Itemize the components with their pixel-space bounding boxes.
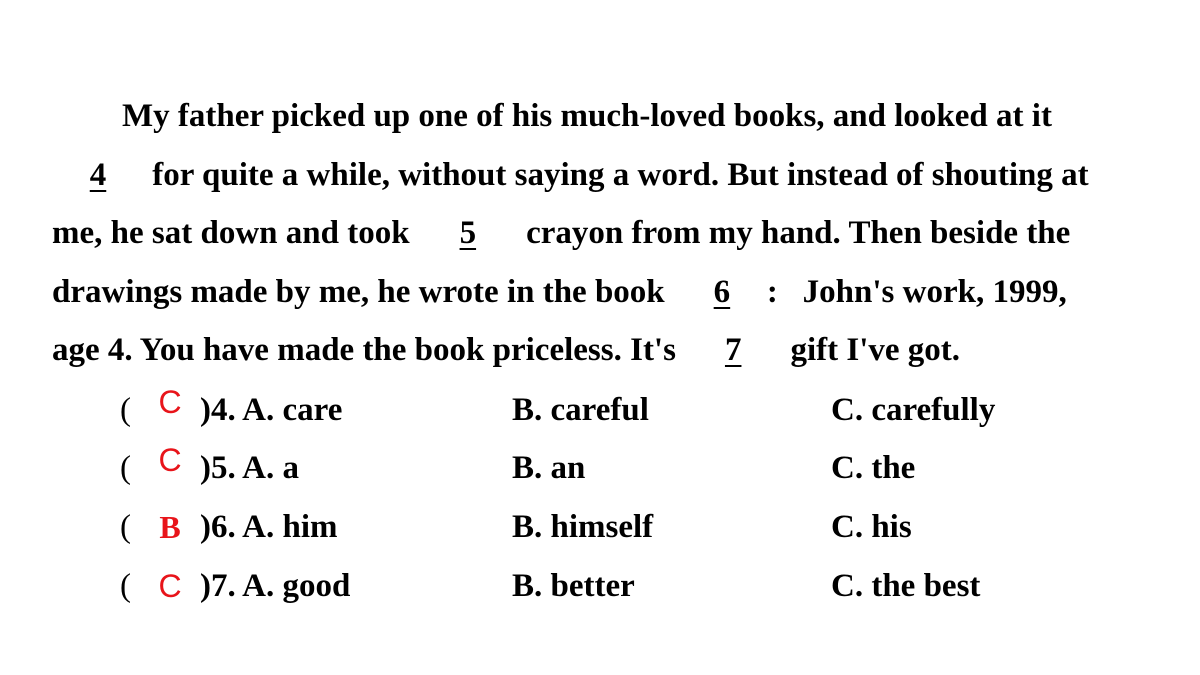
passage-text: for quite a while, without saying a word. But instead of shouting at	[144, 157, 1089, 193]
question-5-option-b[interactable]: B. an	[512, 450, 586, 486]
question-4-open-paren: (	[120, 392, 131, 428]
passage-text: crayon from my hand. Then beside the	[517, 215, 1071, 251]
question-7-option-b[interactable]: B. better	[512, 568, 635, 604]
question-5-open-paren: (	[120, 450, 131, 486]
question-7-option-a[interactable]: )7. A. good	[200, 568, 351, 604]
passage-text: age 4. You have made the book priceless. It's	[52, 332, 685, 368]
question-7-open-paren: (	[120, 568, 131, 604]
blank-6[interactable]: 6	[713, 274, 731, 310]
question-4-option-a[interactable]: )4. A. care	[200, 392, 343, 428]
question-6-answer[interactable]: B	[159, 509, 181, 545]
blank-5[interactable]: 5	[459, 215, 477, 251]
passage-line-3	[52, 213, 1070, 253]
question-5-option-c[interactable]: C. the	[831, 450, 916, 486]
passage-line-4	[52, 272, 1067, 312]
question-4-answer[interactable]: C	[158, 384, 182, 420]
passage-line-1	[122, 96, 1052, 136]
passage-text: My father picked up one of his much-loved books, and looked at it	[122, 98, 1052, 134]
question-7-option-c[interactable]: C. the best	[831, 568, 981, 604]
passage-text: drawings made by me, he wrote in the book	[52, 274, 673, 310]
question-4-option-c[interactable]: C. carefully	[831, 392, 996, 428]
question-6-option-b[interactable]: B. himself	[512, 509, 654, 545]
passage-line-5	[52, 330, 960, 370]
question-5-option-a[interactable]: )5. A. a	[200, 450, 299, 486]
passage-text: gift I've got.	[782, 332, 960, 368]
question-5-answer[interactable]: C	[158, 442, 182, 478]
blank-7[interactable]: 7	[724, 332, 742, 368]
question-4-option-b[interactable]: B. careful	[512, 392, 649, 428]
blank-4[interactable]: 4	[89, 157, 107, 193]
question-6-open-paren: (	[120, 509, 131, 545]
question-6-option-c[interactable]: C. his	[831, 509, 912, 545]
passage-text: me, he sat down and took	[52, 215, 418, 251]
passage-line-2	[52, 155, 1089, 195]
passage-text: : John's work, 1999,	[766, 274, 1067, 310]
question-7-answer[interactable]: C	[158, 568, 182, 604]
question-6-option-a[interactable]: )6. A. him	[200, 509, 338, 545]
